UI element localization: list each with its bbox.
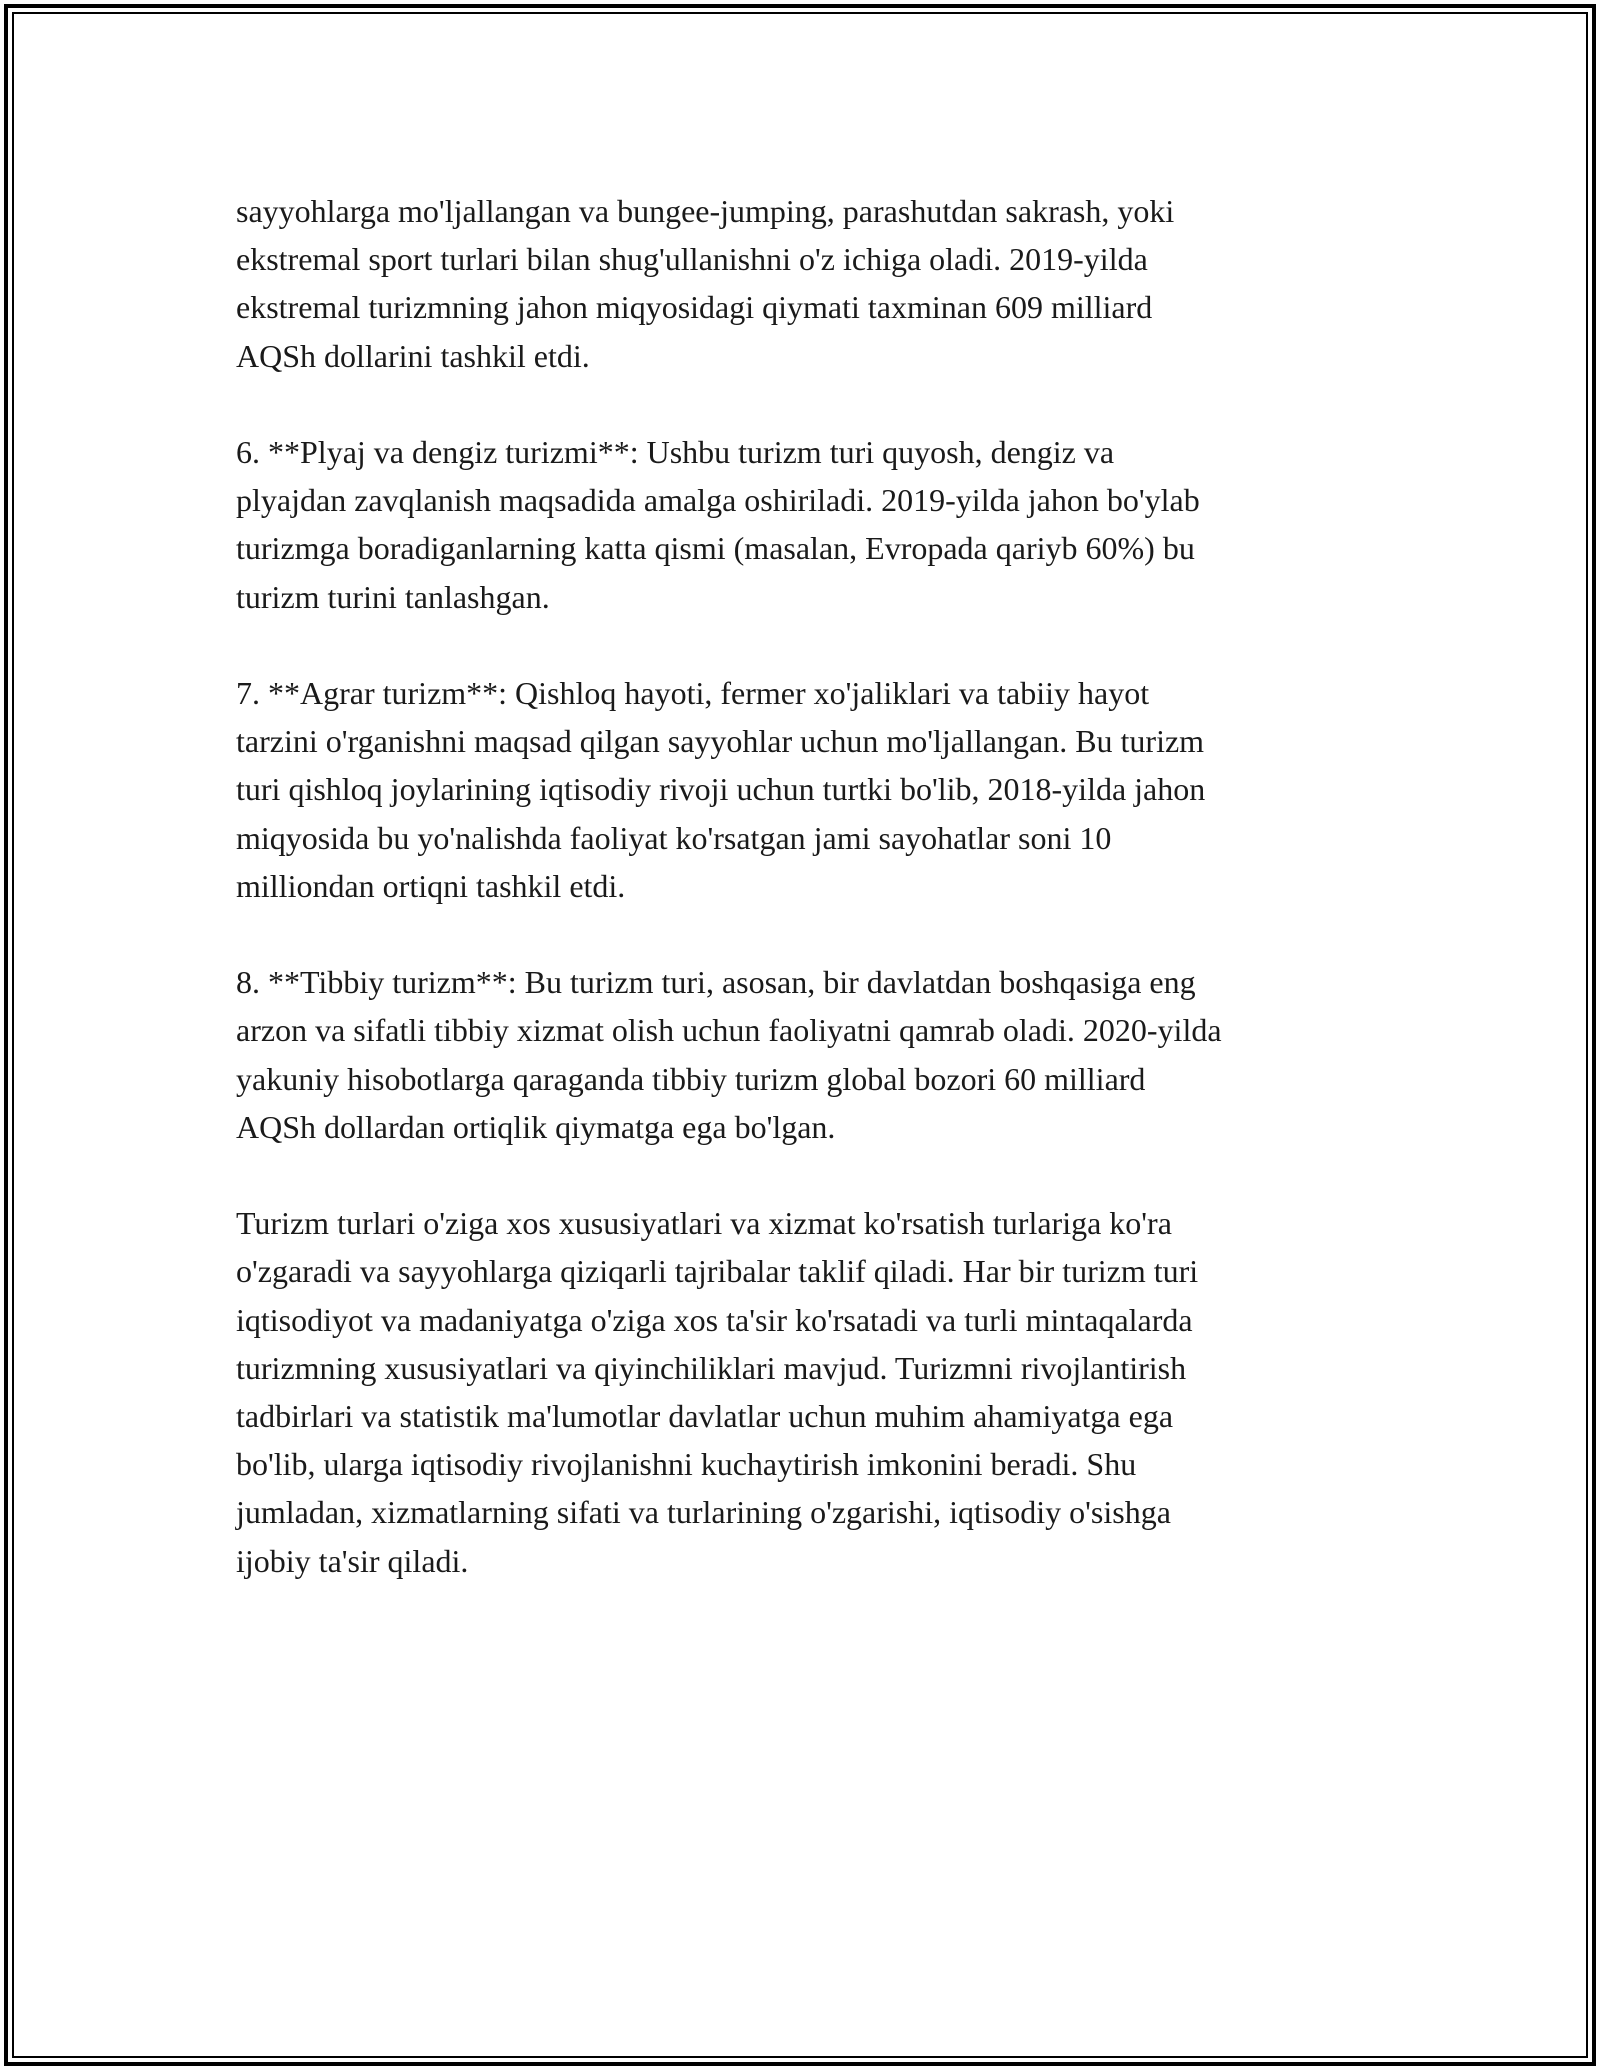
paragraph-medical-tourism: 8. **Tibbiy turizm**: Bu turizm turi, asosan, bir davlatdan boshqasiga eng arzon va sifatli tibbiy xizmat olish uchun faoliyatni qamrab oladi. 2020-yilda yakuniy hisobotlarga qaraganda tibbiy turizm global bozori 60 milliard AQSh dollardan ortiqlik qiymatga ega bo'lgan. (236, 964, 1222, 1145)
paragraph-extreme-tourism: sayyohlarga mo'ljallangan va bungee-jumping, parashutdan sakrash, yoki ekstremal sport turlari bilan shug'ullanishni o'z ichiga oladi. 2019-yilda ekstremal turizmning jahon miqyosidagi qiymati taxminan 609 milliard AQSh dollarini tashkil etdi. (236, 193, 1175, 374)
paragraph-agrarian-tourism: 7. **Agrar turizm**: Qishloq hayoti, fermer xo'jaliklari va tabiiy hayot tarzini o'rganishni maqsad qilgan sayyohlar uchun mo'ljallangan. Bu turizm turi qishloq joylarining iqtisodiy rivoji uchun turtki bo'lib, 2018-yilda jahon miqyosida bu yo'nalishda faoliyat ko'rsatgan jami sayohatlar soni 10 milliondan ortiqni tashkil etdi. (236, 675, 1206, 904)
document-body (236, 187, 1376, 1633)
paragraph-conclusion: Turizm turlari o'ziga xos xususiyatlari va xizmat ko'rsatish turlariga ko'ra o'zgaradi va sayyohlarga qiziqarli tajribalar taklif qiladi. Har bir turizm turi iqtisodiyot va madaniyatga o'ziga xos ta'sir ko'rsatadi va turli mintaqalarda turizmning xususiyatlari va qiyinchiliklari mavjud. Turizmni rivojlantirish tadbirlari va statistik ma'lumotlar davlatlar uchun muhim ahamiyatga ega bo'lib, ularga iqtisodiy rivojlanishni kuchaytirish imkonini beradi. Shu jumladan, xizmatlarning sifati va turlarining o'zgarishi, iqtisodiy o'sishga ijobiy ta'sir qiladi. (236, 1205, 1199, 1579)
paragraph-beach-tourism: 6. **Plyaj va dengiz turizmi**: Ushbu turizm turi quyosh, dengiz va plyajdan zavqlanish maqsadida amalga oshiriladi. 2019-yilda jahon bo'ylab turizmga boradiganlarning katta qismi (masalan, Evropada qariyb 60%) bu turizm turini tanlashgan. (236, 434, 1200, 615)
